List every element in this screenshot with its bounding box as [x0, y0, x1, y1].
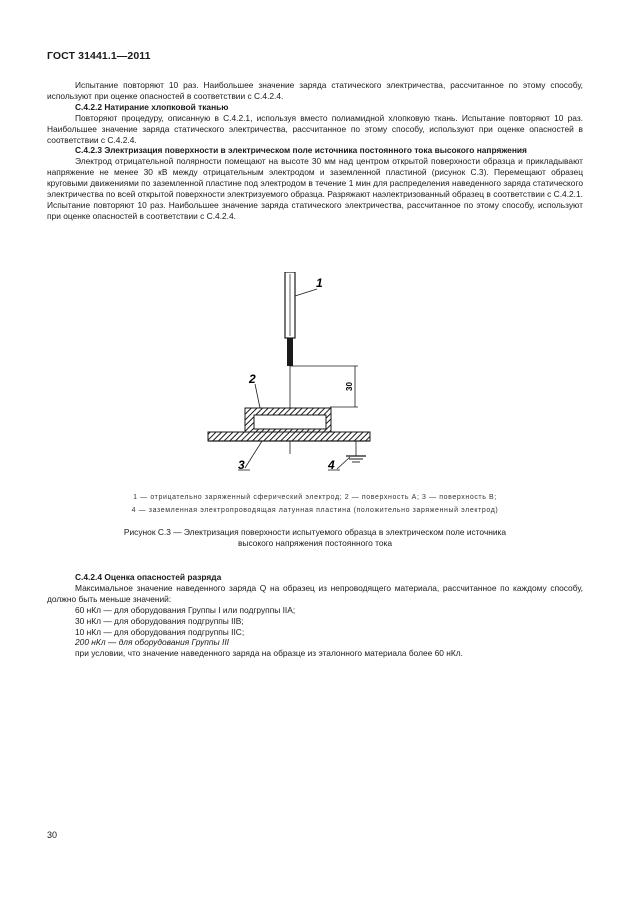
paragraph: при условии, что значение наведенного заряда на образце из эталонного материала более 60 нКл.	[75, 648, 464, 659]
legend-line: 1 — отрицательно заряженный сферический электрод; 2 — поверхность A; 3 — поверхность B;	[133, 494, 497, 501]
figure-label-4: 4	[328, 458, 335, 472]
section-heading: С.4.2.4 Оценка опасностей разряда	[75, 572, 222, 582]
paragraph: Электрод отрицательной полярности помещают на высоте 30 мм над центром открытой поверхности образца и прикладывают напряжение не менее 30 кВ между отрицательным электродом и заземленной пластиной (рисунок С.3). Перемещают образец круговыми движениями по заземленной пластине под электродом в течение 1 мин для распределения наведенного заряда статического электричества по всей открытой поверхности электризуемого образца. Разряжают наэлектризованный образец в соответствии с С.4.2.1. Испытание повторяют 10 раз. Наибольшее значение заряда статического электричества, рассчитанное по этому способу, используют при оценке опасностей в соответствии с С.4.2.4.	[47, 156, 583, 221]
figure-label-2: 2	[249, 372, 256, 386]
section-heading: С.4.2.3 Электризация поверхности в электрическом поле источника постоянного тока высокого напряжения	[75, 145, 527, 156]
list-item: 60 нКл — для оборудования Группы I или подгруппы IIA;	[75, 604, 296, 615]
legend-line: 4 — заземленная электропроводящая латунная пластина (положительно заряженный электрод)	[131, 506, 499, 514]
section-c424	[47, 572, 583, 659]
figure-c3-diagram	[200, 272, 390, 482]
caption-line: высокого напряжения постоянного тока	[237, 538, 392, 548]
list-item: 30 нКл — для оборудования подгруппы IIB;	[75, 615, 244, 626]
figure-label-1: 1	[316, 276, 323, 290]
list-item: 200 нКл — для оборудования Группы III	[75, 637, 229, 648]
paragraph: Повторяют процедуру, описанную в С.4.2.1, используя вместо полиамидной хлопковую ткань. Испытание повторяют 10 раз. Наибольшее значение заряда статического электричества, рассчитанное по этому способу, используют при оценке опасностей в соответствии с С.4.2.4.	[47, 112, 583, 145]
section-heading: С.4.2.2 Натирание хлопковой тканью	[75, 101, 229, 112]
electrode-tip	[287, 338, 293, 366]
figure-label-3: 3	[238, 458, 245, 472]
list-item: 10 нКл — для оборудования подгруппы IIC;	[75, 626, 245, 637]
page-header-title: ГОСТ 31441.1—2011	[47, 50, 151, 62]
dimension-value: 30	[345, 382, 354, 391]
leader-line-1	[295, 289, 317, 296]
caption-line: Рисунок С.3 — Электризация поверхности испытуемого образца в электрическом поле источника	[123, 527, 507, 537]
leader-line-3	[245, 441, 262, 468]
paragraph: Испытание повторяют 10 раз. Наибольшее значение заряда статического электричества, рассчитанное по этому способу, используют при оценке опасностей в соответствии с С.4.2.4.	[47, 80, 583, 101]
figure-caption	[47, 527, 583, 549]
section-c421-continuation	[47, 80, 583, 222]
paragraph: Максимальное значение наведенного заряда Q на образец из непроводящего материала, рассчитанное по каждому способу, должно быть меньше значений:	[47, 582, 583, 604]
leader-line-2	[255, 384, 260, 408]
grounded-plate	[208, 432, 370, 441]
figure-legend	[47, 492, 583, 517]
sample-inner	[254, 415, 326, 429]
leader-line-4	[337, 457, 350, 469]
page-number: 30	[47, 830, 58, 840]
